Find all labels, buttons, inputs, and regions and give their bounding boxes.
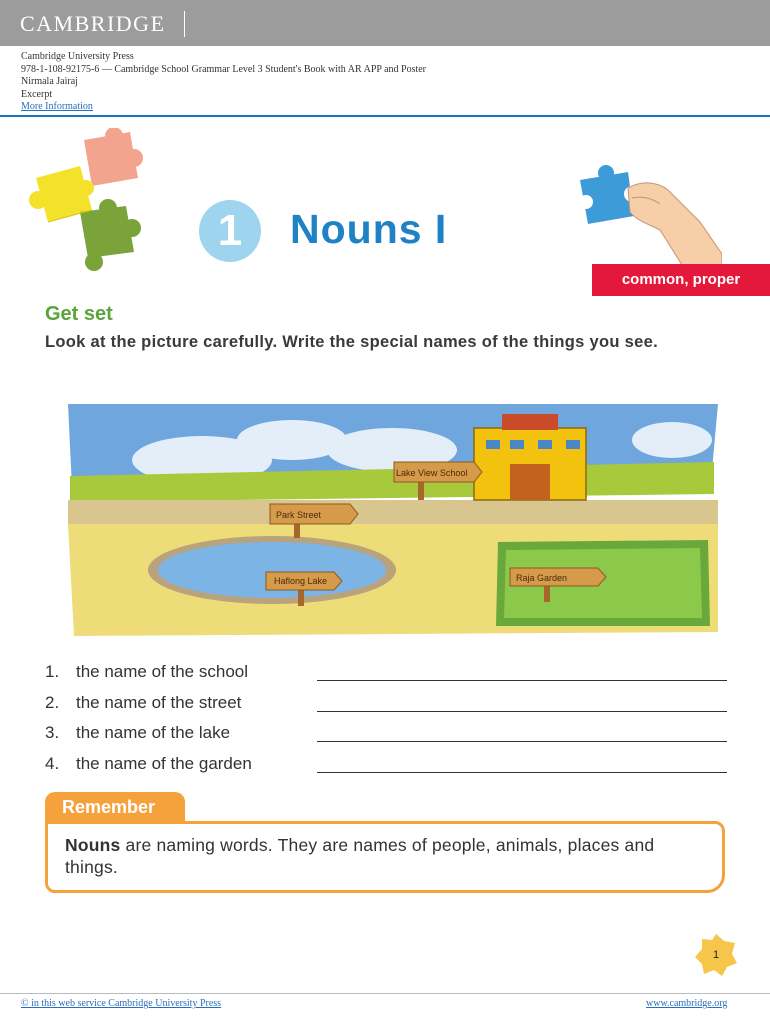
page-number: 1 (712, 949, 720, 961)
topic-tag: common, proper (592, 264, 770, 296)
question-number: 3. (45, 723, 60, 742)
page-number-badge (694, 933, 738, 977)
remember-heading: Remember (45, 792, 185, 822)
remember-text (65, 834, 705, 878)
more-information-link[interactable]: More Information (21, 101, 93, 112)
publisher-logo: CAMBRIDGE (20, 11, 185, 37)
question-text: the name of the school (76, 662, 249, 681)
header-divider (0, 115, 770, 117)
hand-holding-puzzle-illustration (572, 158, 722, 268)
question-list (45, 660, 735, 782)
question-text: the name of the garden (76, 753, 252, 773)
sign-school: Lake View School (396, 468, 468, 478)
publisher-name: Cambridge University Press (21, 51, 134, 62)
question-item (45, 752, 735, 783)
scene-illustration (62, 400, 724, 638)
answer-blank[interactable] (317, 741, 727, 742)
chapter-number-badge: 1 (199, 200, 261, 262)
footer-divider (0, 993, 770, 994)
question-item (45, 721, 735, 752)
copyright-link[interactable]: © in this web service Cambridge University Press (21, 998, 222, 1009)
website-link[interactable]: www.cambridge.org (646, 998, 728, 1009)
remember-definition: are naming words. They are names of people, animals, places and things. (65, 835, 655, 877)
book-metadata (21, 51, 426, 114)
question-item (45, 691, 735, 722)
exercise-instruction: Look at the picture carefully. Write the special names of the things you see. (45, 333, 658, 351)
section-heading: Get set (45, 303, 113, 325)
question-number: 2. (45, 692, 60, 712)
isbn-line: 978-1-108-92175-6 — Cambridge School Grammar Level 3 Student's Book with AR APP and Poster (21, 63, 427, 75)
document-type: Excerpt (21, 88, 53, 100)
answer-blank[interactable] (317, 680, 727, 681)
question-item (45, 660, 735, 691)
sign-garden: Raja Garden (516, 573, 568, 583)
chapter-title: Nouns I (290, 206, 448, 252)
publisher-header-bar (0, 0, 770, 46)
sign-lake: Haflong Lake (274, 576, 328, 586)
question-number: 1. (45, 662, 60, 681)
question-number: 4. (45, 753, 60, 773)
question-text: the name of the street (76, 692, 242, 712)
puzzle-pieces-illustration (22, 128, 162, 288)
sign-street: Park Street (276, 510, 322, 520)
answer-blank[interactable] (317, 772, 727, 773)
remember-box (45, 792, 735, 904)
remember-panel (45, 821, 725, 893)
remember-keyword: Nouns (65, 835, 121, 855)
answer-blank[interactable] (317, 711, 727, 712)
author-name: Nirmala Jairaj (21, 76, 78, 87)
question-text: the name of the lake (76, 723, 231, 742)
